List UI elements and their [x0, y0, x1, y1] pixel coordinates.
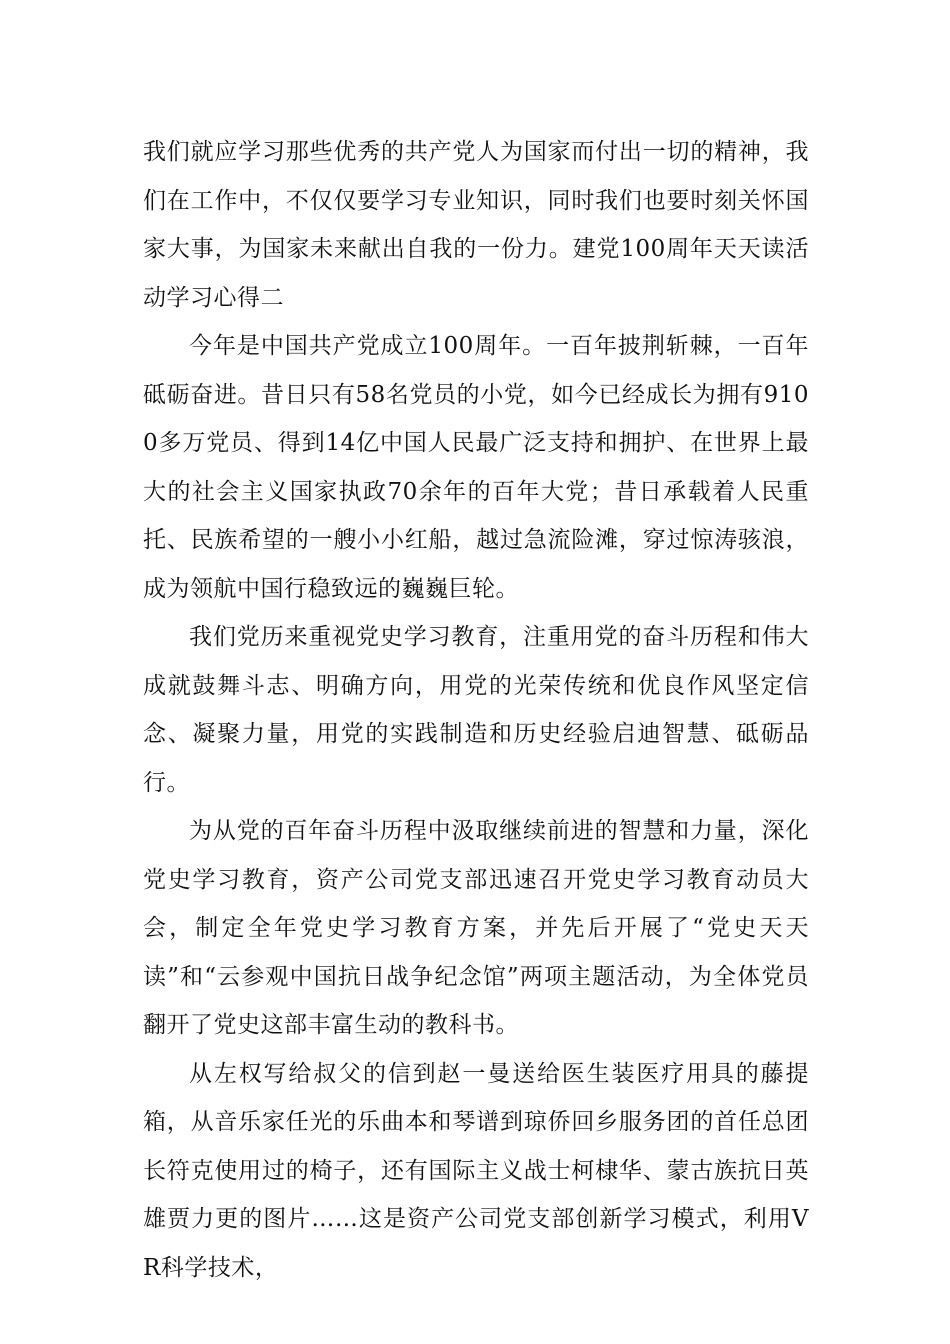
document-body	[143, 128, 809, 1292]
paragraph-3: 我们党历来重视党史学习教育，注重用党的奋斗历程和伟大成就鼓舞斗志、明确方向，用党的光荣传统和优良作风坚定信念、凝聚力量，用党的实践制造和历史经验启迪智慧、砥砺品行。	[143, 624, 809, 796]
paragraph-1: 我们就应学习那些优秀的共产党人为国家而付出一切的精神，我们在工作中，不仅仅要学习专业知识，同时我们也要时刻关怀国家大事，为国家未来献出自我的一份力。建党100周年天天读活动学习心得二	[143, 139, 809, 311]
paragraph-4: 为从党的百年奋斗历程中汲取继续前进的智慧和力量，深化党史学习教育，资产公司党支部迅速召开党史学习教育动员大会，制定全年党史学习教育方案，并先后开展了“党史天天读”和“云参观中国抗日战争纪念馆”两项主题活动，为全体党员翻开了党史这部丰富生动的教科书。	[143, 818, 809, 1038]
paragraph-2: 今年是中国共产党成立100周年。一百年披荆斩棘，一百年砥砺奋进。昔日只有58名党员的小党，如今已经成长为拥有9100多万党员、得到14亿中国人民最广泛支持和拥护、在世界上最大的社会主义国家执政70余年的百年大党；昔日承载着人民重托、民族希望的一艘小小红船，越过急流险滩，穿过惊涛骇浪，成为领航中国行稳致远的巍巍巨轮。	[143, 333, 809, 602]
paragraph-5: 从左权写给叔父的信到赵一曼送给医生装医疗用具的藤提箱，从音乐家任光的乐曲本和琴谱到琼侨回乡服务团的首任总团长符克使用过的椅子，还有国际主义战士柯棣华、蒙古族抗日英雄贾力更的图片……这是资产公司党支部创新学习模式，利用VR科学技术，	[143, 1060, 809, 1281]
